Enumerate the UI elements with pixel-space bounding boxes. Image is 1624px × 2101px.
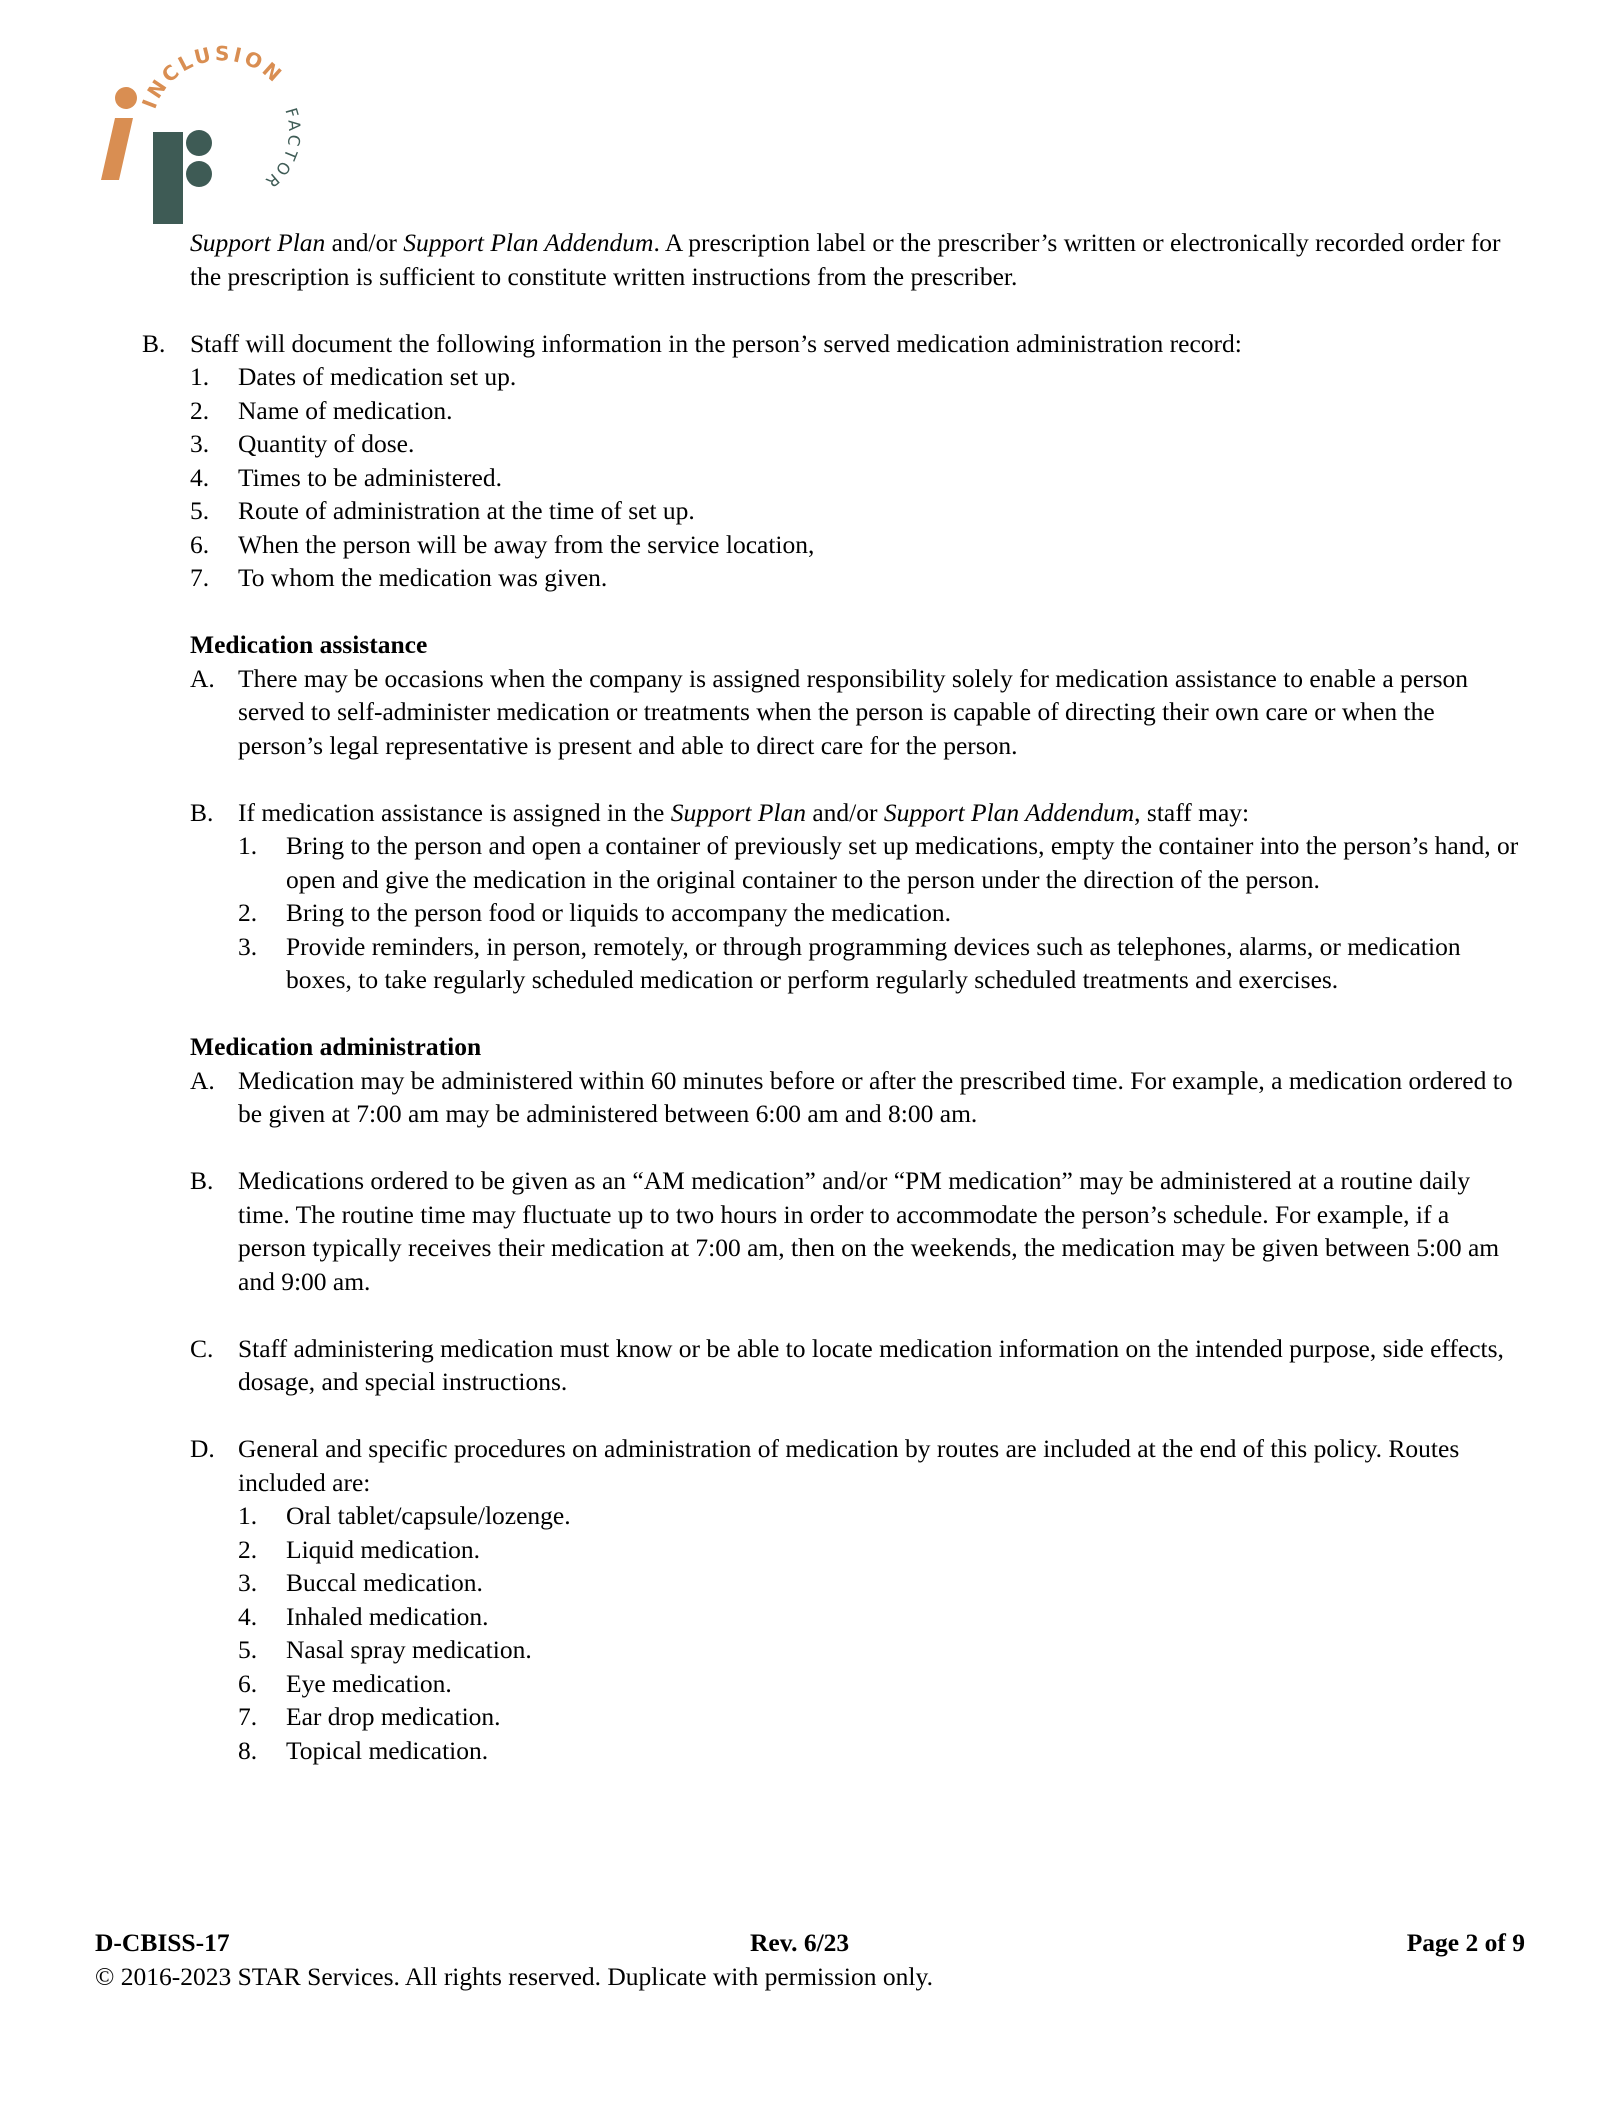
- inclusion-factor-logo: [95, 40, 305, 225]
- copyright: © 2016-2023 STAR Services. All rights reserved. Duplicate with permission only.: [95, 1961, 933, 1991]
- list-text: When the person will be away from the service location,: [238, 529, 815, 559]
- list-number: 1.: [238, 831, 258, 860]
- administration-item-a: A. Medication may be administered within 60 minutes before or after the prescribed time. For example, a medication ordered to be given at 7:00 am may be administered between 6:00 am and 8:00 am.: [190, 1065, 1513, 1128]
- list-number: 1.: [190, 362, 210, 391]
- list-item: [238, 930, 1520, 997]
- list-text: To whom the medication was given.: [238, 563, 608, 592]
- assistance-item-a: A. There may be occasions when the company is assigned responsibility solely for medication assistance to enable a person served to self-administer medication or treatments when the person is capable of directing their own care or when the person’s legal representative is present and able to direct care for the person.: [190, 663, 1469, 760]
- svg-text:FACTOR: FACTOR: [260, 105, 305, 194]
- list-text: Eye medication.: [286, 1668, 452, 1698]
- assistance-item-b: B. If medication assistance is assigned in the Support Plan and/or Support Plan Addendum, staff may: 1. Bring to the person and open a container of previously set up medications, empty the container into the person’s hand, or open and give the medication in the original container to the person under the direction of the person. 2. Bring to the person food or liquids to accompany the medication. 3. Provide reminders, in person, remotely, or through programming devices such as telephones, alarms, or medication boxes, to take regularly scheduled medication or perform regularly scheduled treatments and exercises.: [190, 796, 1520, 997]
- list-number: 2.: [238, 1534, 258, 1564]
- administration-item-d: D. General and specific procedures on administration of medication by routes are included at the end of this policy. Routes included are: 1. Oral tablet/capsule/lozenge. 2. Liquid medication. 3. Buccal medication. 4. Inhaled medication. 5. Nasal spray medication. 6. Eye medication. 7. Ear drop medication. 8. Topical medication.: [190, 1432, 1520, 1767]
- list-number: 3.: [238, 931, 258, 961]
- documentation-text: Staff will document the following information in the person’s served medication administration record:: [190, 328, 1242, 358]
- list-text: Topical medication.: [286, 1735, 489, 1765]
- list-text: Route of administration at the time of set up.: [238, 496, 695, 525]
- list-item: [190, 394, 1520, 428]
- list-number: 5.: [190, 496, 210, 525]
- page-number: Page 2 of 9: [1406, 1928, 1525, 1957]
- list-item: [238, 1734, 1520, 1768]
- section-heading: Medication administration: [190, 1032, 482, 1061]
- list-text: Dates of medication set up.: [238, 362, 517, 391]
- list-number: 6.: [238, 1668, 258, 1698]
- list-item: [190, 494, 1520, 528]
- list-number: 1.: [238, 1501, 258, 1530]
- section-heading: Medication assistance: [190, 630, 428, 659]
- documentation-section-b: B. Staff will document the following information in the person’s served medication administration record: 1. Dates of medication set up. 2. Name of medication. 3. Quantity of dose. 4. Times to be administered. 5. Route of administration at the time of set up. 6. When the person will be away from the service location, 7. To whom the medication was given.: [142, 327, 1520, 595]
- list-item: [238, 1667, 1520, 1701]
- list-item: [238, 1499, 1520, 1533]
- revision: Rev. 6/23: [750, 1928, 850, 1957]
- list-item: [190, 461, 1520, 495]
- list-text: Provide reminders, in person, remotely, or through programming devices such as telephones, alarms, or medication boxes, to take regularly scheduled medication or perform regularly scheduled treatments and exercises.: [286, 931, 1461, 994]
- svg-text:INCLUSION: INCLUSION: [137, 41, 289, 112]
- list-item: [238, 896, 1520, 930]
- list-number: 2.: [238, 898, 258, 927]
- medication-assistance-section: [142, 628, 1520, 997]
- list-item: [238, 1600, 1520, 1634]
- list-text: Bring to the person and open a container of previously set up medications, empty the container into the person’s hand, or open and give the medication in the original container to the person under the direction of the person.: [286, 831, 1519, 894]
- list-text: Bring to the person food or liquids to accompany the medication.: [286, 898, 951, 927]
- list-number: 3.: [190, 429, 210, 458]
- list-number: 8.: [238, 1735, 258, 1765]
- list-item: [190, 528, 1520, 562]
- list-number: 6.: [190, 529, 210, 559]
- list-item: [238, 1566, 1520, 1600]
- list-text: Nasal spray medication.: [286, 1635, 532, 1664]
- list-number: 7.: [190, 563, 210, 592]
- page-footer: [95, 1926, 1525, 1993]
- intro-paragraph: Support Plan and/or Support Plan Addendum. A prescription label or the prescriber’s written or electronically recorded order for the prescription is sufficient to constitute written instructions from the prescriber.: [190, 228, 1501, 291]
- documentation-list: [190, 360, 1520, 595]
- list-text: Name of medication.: [238, 395, 453, 425]
- list-item: [238, 829, 1520, 896]
- list-number: 4.: [238, 1601, 258, 1631]
- list-number: 2.: [190, 395, 210, 425]
- assistance-list: [238, 829, 1520, 997]
- list-text: Oral tablet/capsule/lozenge.: [286, 1501, 571, 1530]
- list-text: Buccal medication.: [286, 1568, 483, 1597]
- document-id: D-CBISS-17: [95, 1928, 230, 1957]
- document-body: [142, 226, 1520, 1767]
- list-text: Inhaled medication.: [286, 1601, 489, 1631]
- list-text: Liquid medication.: [286, 1534, 481, 1564]
- list-item: [190, 427, 1520, 461]
- routes-list: [238, 1499, 1520, 1767]
- list-item: [190, 561, 1520, 595]
- list-text: Times to be administered.: [238, 462, 502, 492]
- list-item: [190, 360, 1520, 394]
- list-item: [238, 1700, 1520, 1734]
- list-number: 3.: [238, 1568, 258, 1597]
- list-item: [238, 1533, 1520, 1567]
- administration-item-c: C. Staff administering medication must know or be able to locate medication information on the intended purpose, side effects, dosage, and special instructions.: [190, 1333, 1504, 1396]
- list-number: 4.: [190, 462, 210, 492]
- list-text: Quantity of dose.: [238, 429, 415, 458]
- list-number: 5.: [238, 1635, 258, 1664]
- list-text: Ear drop medication.: [286, 1702, 501, 1731]
- administration-item-b: B. Medications ordered to be given as an “AM medication” and/or “PM medication” may be administered at a routine daily time. The routine time may fluctuate up to two hours in order to accommodate the person’s schedule. For example, if a person typically receives their medication at 7:00 am, then on the weekends, the medication may be given between 5:00 am and 9:00 am.: [190, 1166, 1500, 1296]
- list-item: [238, 1633, 1520, 1667]
- list-number: 7.: [238, 1702, 258, 1731]
- medication-administration-section: [142, 1030, 1520, 1767]
